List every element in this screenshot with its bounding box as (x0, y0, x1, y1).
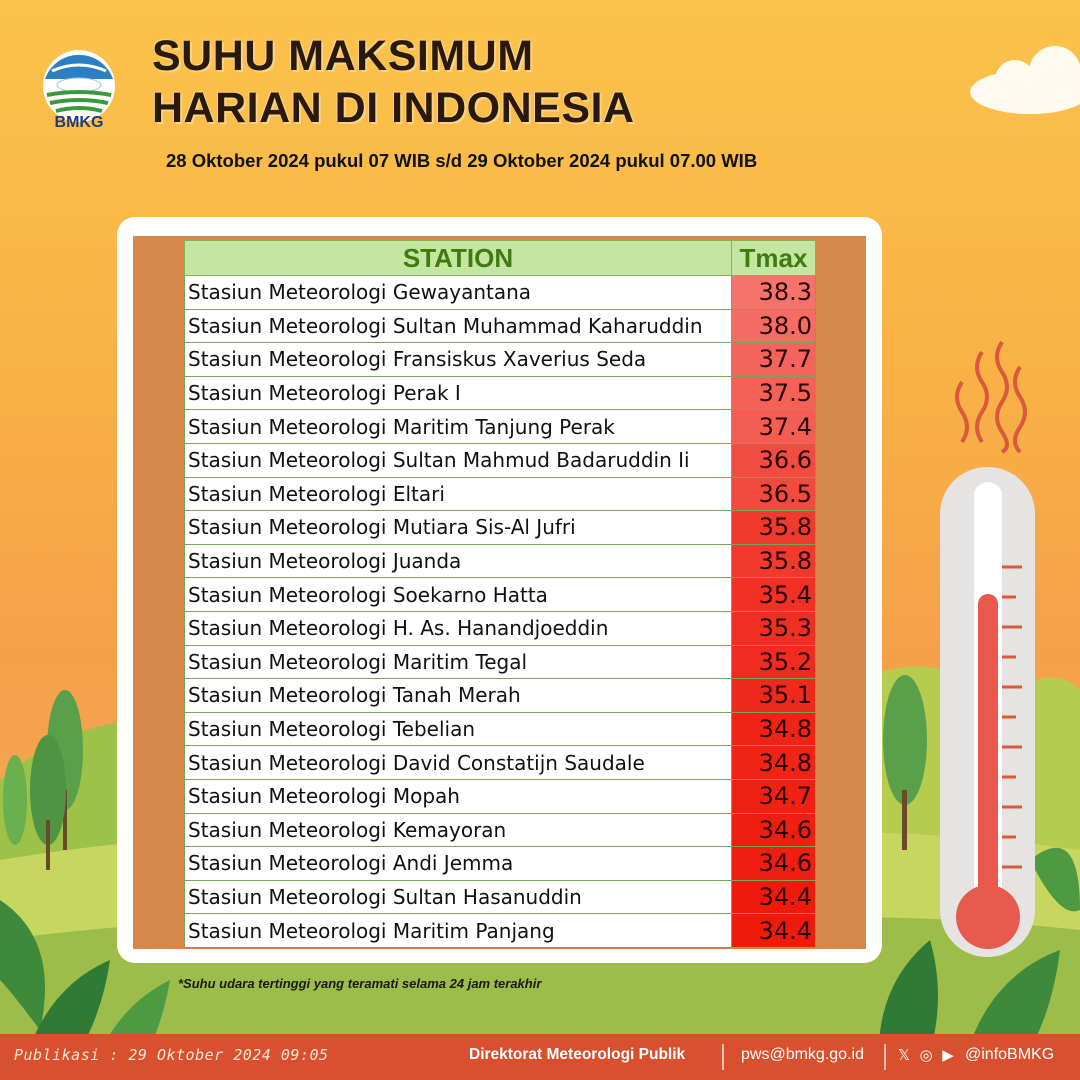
table-row (185, 477, 816, 511)
table-row (185, 443, 816, 477)
station-name: Stasiun Meteorologi Gewayantana (185, 276, 732, 310)
tmax-value: 34.8 (732, 746, 816, 780)
tmax-value: 35.3 (732, 611, 816, 645)
station-name: Stasiun Meteorologi Maritim Tanjung Perak (185, 410, 732, 444)
date-range: 28 Oktober 2024 pukul 07 WIB s/d 29 Oktober 2024 pukul 07.00 WIB (166, 150, 758, 171)
station-name: Stasiun Meteorologi Andi Jemma (185, 847, 732, 881)
table-row (185, 847, 816, 881)
table-row (185, 276, 816, 310)
station-name: Stasiun Meteorologi Mopah (185, 779, 732, 813)
table-row (185, 679, 816, 713)
table-row (185, 914, 816, 948)
station-name: Stasiun Meteorologi Perak I (185, 376, 732, 410)
table-body (185, 276, 816, 948)
station-name: Stasiun Meteorologi Kemayoran (185, 813, 732, 847)
social-icons (895, 1046, 957, 1064)
tmax-value: 34.8 (732, 712, 816, 746)
station-name: Stasiun Meteorologi Tebelian (185, 712, 732, 746)
station-name: Stasiun Meteorologi Sultan Mahmud Badaruddin Ii (185, 443, 732, 477)
station-name: Stasiun Meteorologi Juanda (185, 544, 732, 578)
footer-divider (722, 1044, 724, 1070)
tmax-value: 35.4 (732, 578, 816, 612)
station-name: Stasiun Meteorologi Sultan Muhammad Kaharuddin (185, 309, 732, 343)
table-row (185, 813, 816, 847)
tmax-value: 37.5 (732, 376, 816, 410)
table-row (185, 410, 816, 444)
publication-date: Publikasi : 29 Oktober 2024 09:05 (14, 1046, 329, 1064)
social-handle[interactable]: @infoBMKG (965, 1046, 1055, 1063)
table-row (185, 611, 816, 645)
station-name: Stasiun Meteorologi David Constatijn Saudale (185, 746, 732, 780)
table-row (185, 578, 816, 612)
x-icon[interactable]: 𝕏 (897, 1046, 911, 1064)
table-row (185, 309, 816, 343)
title-line-2: HARIAN DI INDONESIA (152, 84, 635, 132)
tmax-value: 34.6 (732, 813, 816, 847)
station-name: Stasiun Meteorologi Sultan Hasanuddin (185, 880, 732, 914)
tmax-value: 37.7 (732, 343, 816, 377)
directorate-label: Direktorat Meteorologi Publik (469, 1046, 686, 1063)
tmax-value: 34.4 (732, 880, 816, 914)
table-row (185, 880, 816, 914)
contact-email[interactable]: pws@bmkg.go.id (741, 1046, 864, 1063)
tmax-table (184, 240, 816, 948)
footer-divider (884, 1044, 886, 1070)
tmax-value: 36.6 (732, 443, 816, 477)
instagram-icon[interactable]: ◎ (919, 1046, 933, 1064)
table-row (185, 645, 816, 679)
thermometer-icon (930, 322, 1050, 972)
tmax-value: 34.6 (732, 847, 816, 881)
tmax-value: 35.8 (732, 511, 816, 545)
youtube-icon[interactable]: ▶ (942, 1046, 954, 1064)
station-name: Stasiun Meteorologi Eltari (185, 477, 732, 511)
cloud-decoration (960, 32, 1080, 122)
station-name: Stasiun Meteorologi Maritim Tegal (185, 645, 732, 679)
tmax-value: 38.0 (732, 309, 816, 343)
column-header-tmax: Tmax (732, 241, 816, 276)
table-row (185, 544, 816, 578)
table-header-row (185, 241, 816, 276)
station-name: Stasiun Meteorologi Tanah Merah (185, 679, 732, 713)
table-row (185, 746, 816, 780)
tmax-value: 35.1 (732, 679, 816, 713)
tmax-value: 36.5 (732, 477, 816, 511)
tmax-value: 38.3 (732, 276, 816, 310)
station-name: Stasiun Meteorologi Maritim Panjang (185, 914, 732, 948)
table-row (185, 343, 816, 377)
table-row (185, 779, 816, 813)
footnote: *Suhu udara tertinggi yang teramati selama 24 jam terakhir (178, 976, 542, 991)
title-line-1: SUHU MAKSIMUM (152, 32, 534, 80)
tmax-value: 35.8 (732, 544, 816, 578)
station-name: Stasiun Meteorologi H. As. Hanandjoeddin (185, 611, 732, 645)
station-name: Stasiun Meteorologi Mutiara Sis-Al Jufri (185, 511, 732, 545)
station-name: Stasiun Meteorologi Fransiskus Xaverius Seda (185, 343, 732, 377)
table-row (185, 376, 816, 410)
tmax-value: 34.4 (732, 914, 816, 948)
column-header-station: STATION (185, 241, 732, 276)
tmax-value: 35.2 (732, 645, 816, 679)
logo-label: BMKG (54, 114, 104, 131)
table-row (185, 511, 816, 545)
table-row (185, 712, 816, 746)
page-title (152, 30, 635, 134)
tmax-value: 37.4 (732, 410, 816, 444)
station-name: Stasiun Meteorologi Soekarno Hatta (185, 578, 732, 612)
tmax-value: 34.7 (732, 779, 816, 813)
